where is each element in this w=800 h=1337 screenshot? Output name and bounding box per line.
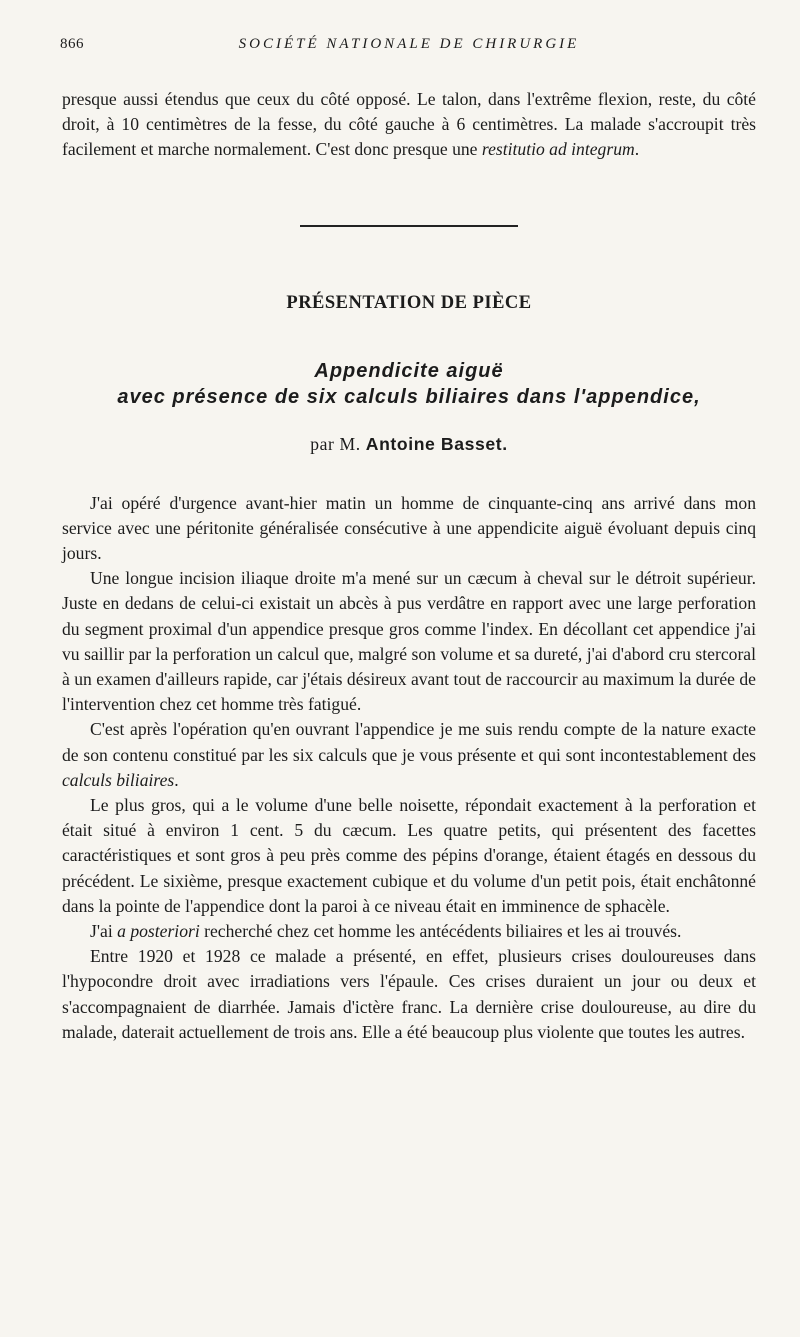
body-paragraph-1: J'ai opéré d'urgence avant-hier matin un homme de cinquante-cinq ans arrivé dans mon service avec une péritonite généralisée consécutive à une appendicite aiguë évoluant depuis cinq jours.: [62, 492, 756, 564]
section-title: PRÉSENTATION DE PIÈCE: [286, 292, 532, 313]
byline: par M. Antoine Basset.: [310, 433, 508, 454]
author-name: Antoine Basset.: [365, 433, 508, 454]
page-number: 866: [60, 36, 84, 52]
article-title-line-1: Appendicite aiguë: [314, 359, 504, 382]
article-title-line-2: avec présence de six calculs biliaires dans l'appendice,: [117, 385, 701, 408]
body-paragraph-5: J'ai a posteriori recherché chez cet homme les antécédents biliaires et les ai trouvés.: [90, 921, 682, 942]
body-paragraph-3: C'est après l'opération qu'en ouvrant l'appendice je me suis rendu compte de la nature exacte de son contenu constitué par les six calculs que je vous présente et qui sont incontestablement des calculs biliaires.: [62, 719, 756, 790]
body-paragraph-2: Une longue incision iliaque droite m'a mené sur un cæcum à cheval sur le détroit supérieur. Juste en dedans de celui-ci existait un abcès à pus verdâtre en rapport avec une large perforation du segment proximal d'un appendice presque gros comme l'index. En décollant cet appendice j'ai vu saillir par la perforation un calcul que, malgré son volume et sa dureté, j'ai d'abord cru stercoral à un examen d'ailleurs rapide, car j'étais désireux avant tout de raccourcir au maximum la durée de l'intervention chez cet homme très fatigué.: [62, 568, 756, 715]
page: [62, 36, 756, 1045]
running-header: [62, 36, 756, 58]
body-paragraph-6: Entre 1920 et 1928 ce malade a présenté, en effet, plusieurs crises douloureuses dans l'hypocondre droit avec irradiations vers l'épaule. Ces crises duraient un jour ou deux et s'accompagnaient de diarrhée. Jamais d'ictère franc. La dernière crise douloureuse, au dire du malade, daterait actuellement de trois ans. Elle a été beaucoup plus violente que toutes les autres.: [62, 946, 756, 1042]
article-body: [62, 491, 756, 1045]
article-title: [62, 358, 756, 410]
section-divider: [300, 225, 518, 227]
journal-title: SOCIÉTÉ NATIONALE DE CHIRURGIE: [238, 36, 580, 52]
carryover-paragraph: presque aussi étendus que ceux du côté opposé. Le talon, dans l'extrême flexion, reste, du côté droit, à 10 centimètres de la fesse, du côté gauche à 6 centimètres. La malade s'accroupit très facilement et marche normalement. C'est donc presque une restitutio ad integrum.: [62, 89, 756, 160]
body-paragraph-4: Le plus gros, qui a le volume d'une belle noisette, répondait exactement à la perforation et était situé à environ 1 cent. 5 du cæcum. Les quatre petits, qui présentent des facettes caractéristiques et sont gros à peu près comme des pépins d'orange, étaient étagés en dessous du précédent. Le sixième, presque exactement cubique et du volume d'un petit pois, était enchâtonné dans la pointe de l'appendice dont la paroi à ce niveau était en imminence de sphacèle.: [62, 795, 756, 916]
